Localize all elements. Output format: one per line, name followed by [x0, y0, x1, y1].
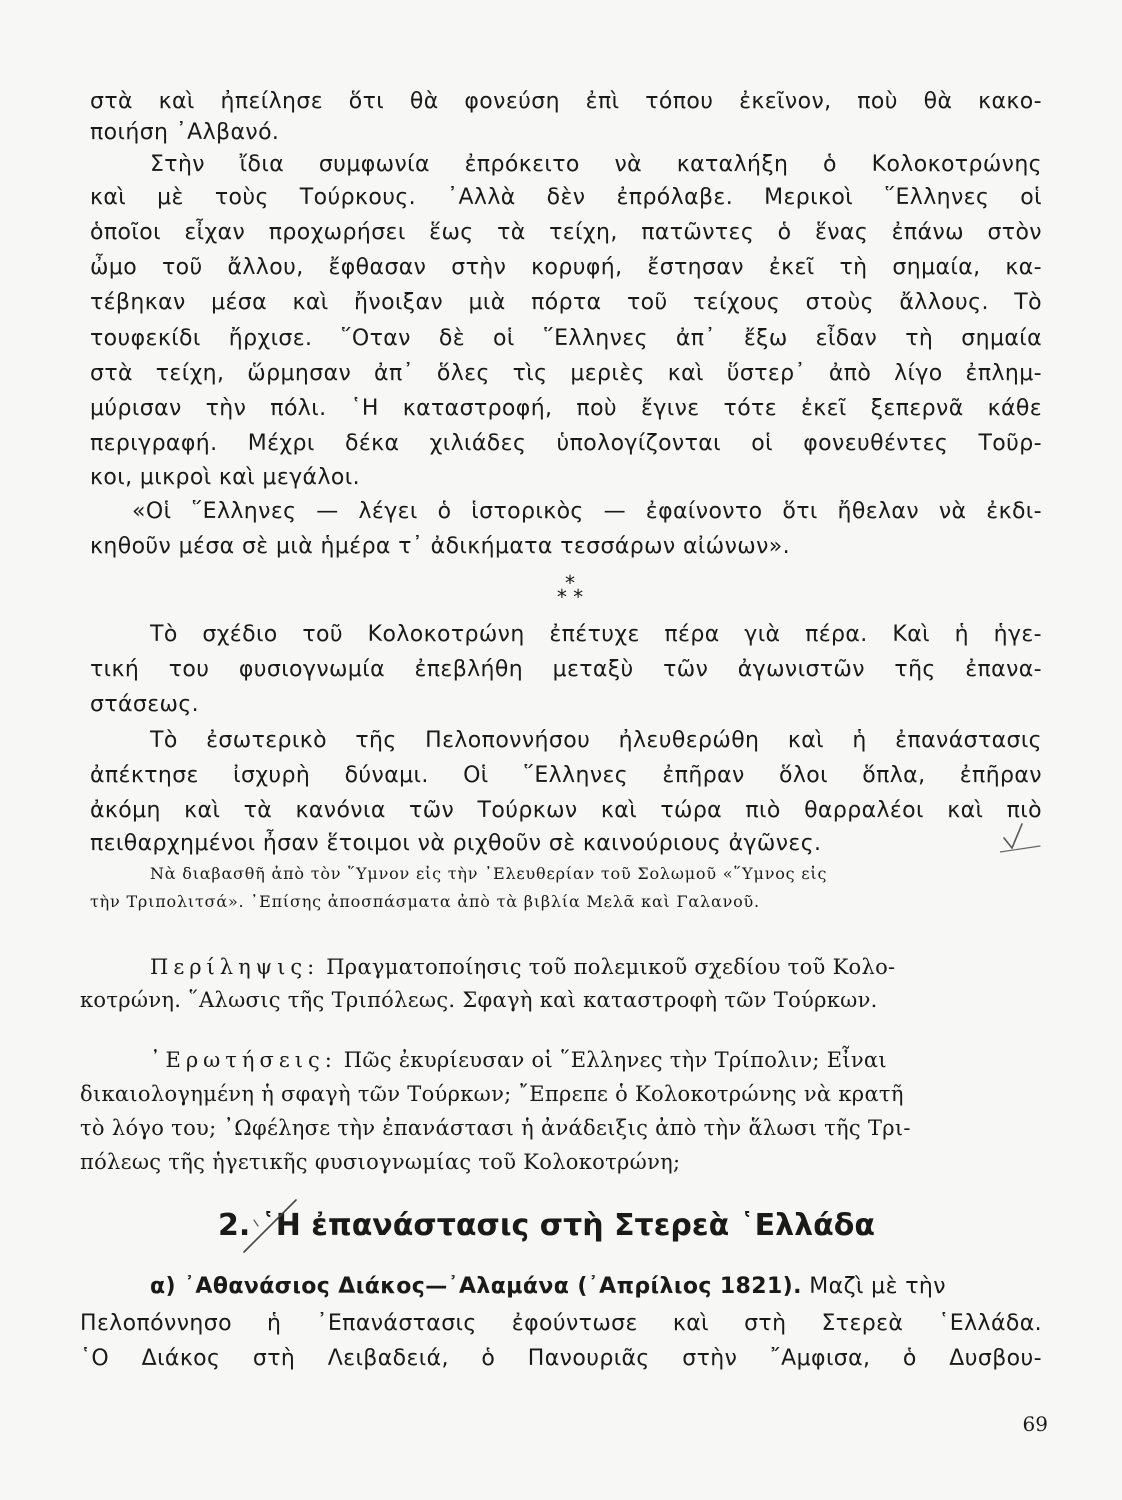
text-line: κοι, μικροὶ καὶ μεγάλοι. — [90, 465, 360, 490]
text-line: ὦμο τοῦ ἄλλου, ἔφθασαν στὴν κορυφή, ἔστησαν ἐκεῖ τὴ σημαία, κα- — [90, 255, 1042, 280]
summary-line: κοτρώνη. ῞Αλωσις τῆς Τριπόλεως. Σφαγὴ καὶ καταστροφὴ τῶν Τούρκων. — [80, 988, 878, 1012]
questions-text: Πῶς ἐκυρίευσαν οἱ ῞Ελληνες τὴν Τρίπολιν; Εἶναι — [343, 1048, 887, 1072]
text-line: Τὸ σχέδιο τοῦ Κολοκοτρώνη ἐπέτυχε πέρα γιὰ πέρα. Καὶ ἡ ἡγε- — [150, 622, 1042, 647]
page-number: 69 — [1022, 1412, 1048, 1436]
text-line: ποιήση ᾿Αλβανό. — [90, 120, 280, 145]
text-line: τική του φυσιογνωμία ἐπεβλήθη μεταξὺ τῶν ἀγωνιστῶν τῆς ἐπανα- — [90, 657, 1042, 682]
section-line: ῾Ο Διάκος στὴ Λειβαδειά, ὁ Πανουριᾶς στὴν ῎Αμφισα, ὁ Δυσβου- — [80, 1346, 1042, 1371]
text-line: στὰ τείχη, ὥρμησαν ἀπ᾿ ὅλες τὶς μεριὲς καὶ ὕστερ᾿ ἀπὸ λίγο ἐπλημ- — [90, 361, 1042, 386]
text-line: μύρισαν τὴν πόλι. ῾Η καταστροφή, ποὺ ἔγινε τότε ἐκεῖ ξεπερνᾶ κάθε — [90, 396, 1042, 421]
text-line: τέβηκαν μέσα καὶ ἤνοιξαν μιὰ πόρτα τοῦ τείχους στοὺς ἄλλους. Τὸ — [90, 290, 1042, 315]
summary-text: Πραγματοποίησις τοῦ πολεμικοῦ σχεδίου τοῦ Κολο- — [326, 955, 896, 979]
text-line: Τὸ ἐσωτερικὸ τῆς Πελοποννήσου ἠλευθερώθη καὶ ἡ ἐπανάστασις — [150, 728, 1042, 753]
section-text: Μαζὶ μὲ τὴν — [809, 1274, 946, 1299]
summary-label: Περίληψις: — [150, 955, 320, 979]
text-line: Στὴν ἴδια συμφωνία ἐπρόκειτο νὰ καταλήξη ὁ Κολοκοτρώνης — [150, 152, 1042, 177]
quote-line: κηθοῦν μέσα σὲ μιὰ ἡμέρα τ᾿ ἀδικήματα τεσσάρων αἰώνων». — [90, 534, 791, 559]
quote-line: «Οἱ ῞Ελληνες — λέγει ὁ ἱστορικὸς — ἐφαίνοντο ὅτι ἤθελαν νὰ ἐκδι- — [132, 499, 1042, 524]
questions-line: δικαιολογημένη ἡ σφαγὴ τῶν Τούρκων; ῎Επρεπε ὁ Κολοκοτρώνης νὰ κρατῆ — [80, 1082, 904, 1106]
section-line: Πελοπόννησο ἡ ᾿Επανάστασις ἐφούντωσε καὶ στὴ Στερεὰ ῾Ελλάδα. — [80, 1311, 1042, 1336]
text-line: ἀπέκτησε ἰσχυρὴ δύναμι. Οἱ ῞Ελληνες ἐπῆραν ὅλοι ὅπλα, ἐπῆραν — [90, 763, 1042, 788]
text-line: πειθαρχημένοι ἦσαν ἕτοιμοι νὰ ριχθοῦν σὲ καινούριους ἀγῶνες. — [90, 831, 822, 856]
section-heading: 2. ῾Η ἐπανάστασις στὴ Στερεὰ ῾Ελλάδα — [218, 1208, 875, 1243]
questions-line: τὸ λόγο του; ᾿Ωφέλησε τὴν ἐπανάστασι ἡ ἀνάδειξις ἀπὸ τὴν ἅλωσι τῆς Τρι- — [80, 1116, 911, 1140]
text-line: τουφεκίδι ἤρχισε. ῞Οταν δὲ οἱ ῞Ελληνες ἀπ᾿ ἔξω εἶδαν τὴ σημαία — [90, 326, 1042, 351]
text-line: περιγραφή. Μέχρι δέκα χιλιάδες ὑπολογίζονται οἱ φονευθέντες Τοῦρ- — [90, 431, 1042, 456]
summary-line — [150, 952, 1042, 982]
questions-label: ᾿Ερωτήσεις: — [150, 1048, 337, 1072]
questions-line — [150, 1045, 1042, 1075]
text-line: ἀκόμη καὶ τὰ κανόνια τῶν Τούρκων καὶ τώρα πιὸ θαρραλέοι καὶ πιὸ — [90, 798, 1042, 823]
text-line: καὶ μὲ τοὺς Τούρκους. ᾿Αλλὰ δὲν ἐπρόλαβε. Μερικοὶ ῞Ελληνες οἱ — [90, 185, 1042, 210]
section-separator: * * * — [556, 571, 584, 609]
text-line: στάσεως. — [90, 692, 200, 717]
text-line: ὁποῖοι εἶχαν προχωρήσει ἕως τὰ τείχη, πατῶντες ὁ ἕνας ἐπάνω στὸν — [90, 220, 1042, 245]
questions-line: πόλεως τῆς ἡγετικῆς φυσιογνωμίας τοῦ Κολοκοτρώνη; — [80, 1150, 681, 1174]
reading-note-line: Νὰ διαβασθῆ ἀπὸ τὸν ῞Υμνον εἰς τὴν ᾿Ελευθερίαν τοῦ Σολωμοῦ «῞Υμνος εἰς — [150, 864, 828, 883]
reading-note-line: τὴν Τριπολιτσά». ᾿Επίσης ἀποσπάσματα ἀπὸ τὰ βιβλία Μελᾶ καὶ Γαλανοῦ. — [90, 892, 760, 911]
subsection-heading: α) ᾿Αθανάσιος Διάκος—᾿Αλαμάνα (᾿Απρίλιος 1821). — [150, 1274, 802, 1299]
text-line: στὰ καὶ ἠπείλησε ὅτι θὰ φονεύση ἐπὶ τόπου ἐκεῖνον, ποὺ θὰ κακο- — [90, 89, 1042, 114]
section-line — [150, 1272, 1042, 1302]
